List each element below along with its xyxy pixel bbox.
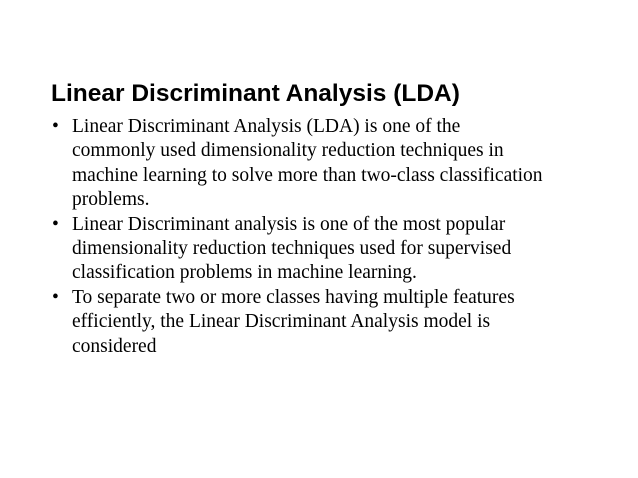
bullet-marker: • [52,213,59,235]
bullet-item [52,115,612,213]
bullet-line: classification problems in machine learning. [72,262,417,284]
bullet-line: efficiently, the Linear Discriminant Analysis model is [72,311,491,333]
bullet-line: considered [72,335,157,357]
bullet-line: commonly used dimensionality reduction techniques in [72,140,504,162]
bullet-line: dimensionality reduction techniques used for supervised [72,238,512,260]
bullet-item [52,286,612,359]
bullet-item [52,213,612,286]
bullet-marker: • [52,116,59,137]
slide-title: Linear Discriminant Analysis (LDA) [51,80,460,107]
bullet-line: To separate two or more classes having multiple features [72,286,515,308]
bullet-line: machine learning to solve more than two-class classification [72,164,543,186]
bullet-list [52,115,612,359]
bullet-line: problems. [72,189,150,211]
bullet-line: Linear Discriminant Analysis (LDA) is one of the [72,116,461,137]
bullet-marker: • [52,286,59,308]
bullet-line: Linear Discriminant analysis is one of the most popular [72,213,506,235]
